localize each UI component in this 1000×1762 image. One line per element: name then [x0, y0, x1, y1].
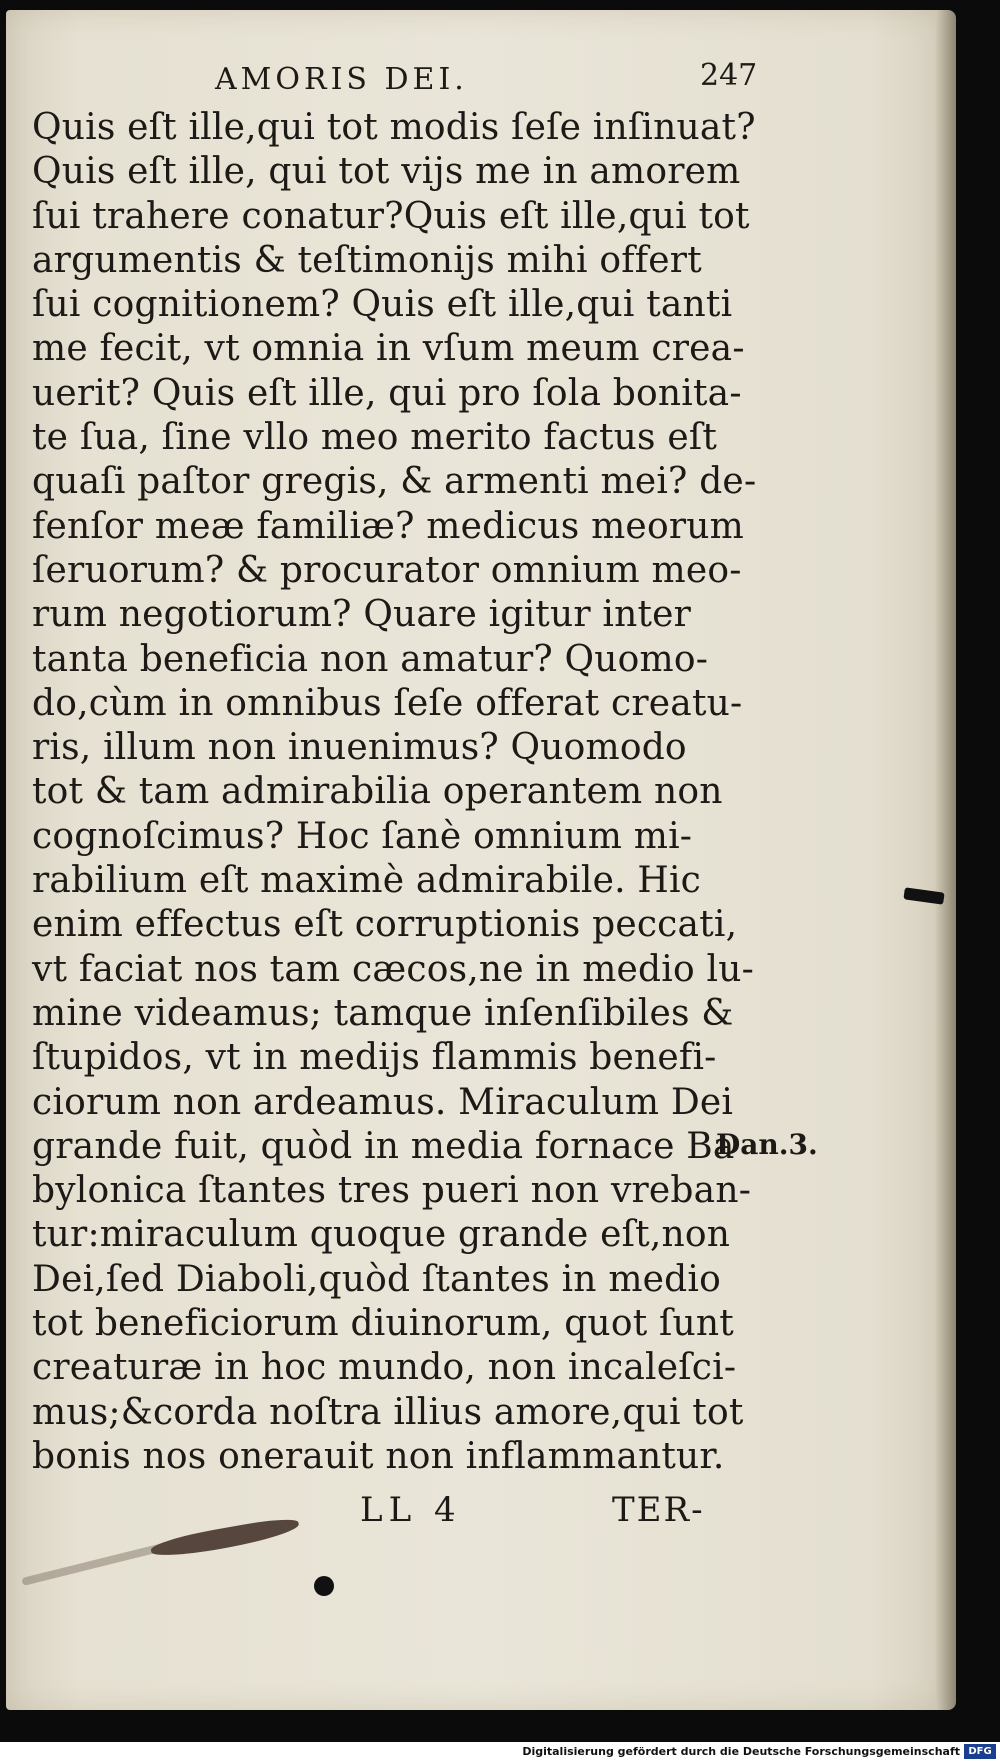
text-line: tanta beneficia non amatur? Quomo-	[32, 638, 709, 680]
text-line: creaturæ in hoc mundo, non incaleſci-	[32, 1347, 737, 1389]
text-line: bylonica ſtantes tres pueri non vreban-	[32, 1170, 752, 1212]
text-line: do,cùm in omnibus ſeſe offerat creatu-	[32, 682, 743, 724]
text-line: me fecit, vt omnia in vſum meum crea-	[32, 328, 745, 370]
text-line: ſui trahere conatur?Quis eſt ille,qui tot	[32, 195, 750, 237]
text-line: te ſua, ſine vllo meo merito factus eſt	[32, 417, 718, 459]
page-number: 247	[700, 58, 758, 93]
funding-credit: Digitalisierung gefördert durch die Deutsche Forschungsgemeinschaft	[522, 1745, 960, 1758]
text-line: ciorum non ardeamus. Miraculum Dei	[32, 1081, 734, 1123]
text-line: Quis eſt ille,qui tot modis ſeſe inſinuat?	[32, 107, 756, 148]
text-line: enim effectus eſt corruptionis peccati,	[32, 904, 738, 946]
text-line: argumentis & teſtimonijs mihi offert	[32, 239, 702, 281]
text-line: mine videamus; tamque inſenſibiles &	[32, 992, 734, 1034]
text-line: fenſor meæ familiæ? medicus meorum	[32, 505, 744, 547]
text-line: ſui cognitionem? Quis eſt ille,qui tanti	[32, 284, 733, 326]
text-line: rum negotiorum? Quare igitur inter	[32, 594, 692, 636]
text-line: mus;&corda noſtra illius amore,qui tot	[32, 1391, 744, 1433]
text-line: quaſi paſtor gregis, & armenti mei? de-	[32, 461, 757, 503]
catchword: TER-	[612, 1490, 705, 1530]
margin-note: Dan.3.	[716, 1128, 818, 1161]
text-line: Dei,ſed Diaboli,quòd ſtantes in medio	[32, 1258, 722, 1300]
text-line: grande fuit, quòd in media fornace Ba	[32, 1125, 735, 1167]
signature-mark: LL 4	[360, 1490, 462, 1530]
text-line: bonis nos onerauit non inflammantur.	[32, 1435, 725, 1477]
ink-dot	[314, 1576, 334, 1596]
text-line: tur:miraculum quoque grande eſt,non	[32, 1214, 731, 1256]
text-line: ſeruorum? & procurator omnium meo-	[32, 549, 742, 591]
text-line: ris, illum non inuenimus? Quomodo	[32, 727, 687, 769]
text-line: tot beneficiorum diuinorum, quot ſunt	[32, 1303, 734, 1345]
text-line: rabilium eſt maximè admirabile. Hic	[32, 860, 702, 902]
text-line: vt faciat nos tam cæcos,ne in medio lu-	[32, 948, 754, 990]
footer-bar	[0, 1742, 1000, 1762]
page-edge	[936, 10, 956, 1710]
text-line: Quis eſt ille, qui tot vijs me in amorem	[32, 151, 741, 193]
text-line: uerit? Quis eſt ille, qui pro ſola bonita-	[32, 372, 742, 414]
running-head: AMORIS DEI.	[215, 62, 468, 97]
dfg-logo: DFG	[964, 1744, 996, 1759]
body-text	[32, 106, 757, 1479]
text-line: tot & tam admirabilia operantem non	[32, 771, 723, 813]
text-line: ſtupidos, vt in medijs flammis benefi-	[32, 1037, 717, 1079]
text-line: cognoſcimus? Hoc ſanè omnium mi-	[32, 815, 693, 857]
